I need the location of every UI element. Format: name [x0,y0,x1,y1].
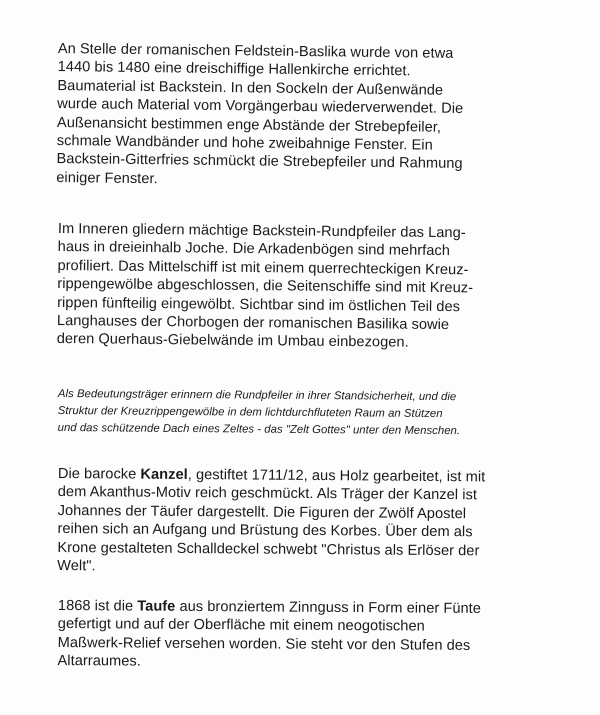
text-line: Außenansicht bestimmen enge Abstände der Strebepfeiler, [56,114,442,136]
text-line: dem Akanthus-Motiv reich geschmückt. Als Träger der Kanzel ist [57,484,478,504]
text-line: Welt". [57,558,96,575]
text-line: profiliert. Das Mittelschiff ist mit einem querrechteckigen Kreuz- [57,257,469,279]
paragraph-exterior [56,40,568,193]
text-line: Altarraumes. [57,653,141,670]
text-line: und das schützende Dach eines Zeltes - das "Zelt Gottes" unter den Menschen. [57,421,461,437]
text-run: aus bronziertem Zinnguss in Form einer Fünte [175,598,482,617]
text-line: haus in dreieinhalb Joche. Die Arkadenbögen sind mehrfach [57,239,451,260]
text-line: einiger Fenster. [56,169,158,188]
paragraph-interior [57,220,568,354]
paragraph-font [57,597,568,674]
text-run: , gestiftet 1711/12, aus Holz gearbeitet, ist mit [187,467,486,486]
text-line: Maßwerk-Relief versehen worden. Sie steht vor den Stufen des [57,634,471,654]
text-line: Struktur der Kreuzrippengewölbe in dem lichtdurchfluteten Raum an Stützen [57,404,443,420]
text-run: Die barocke [57,465,141,483]
text-line: deren Querhaus-Giebelwände im Umbau einbezogen. [56,331,409,352]
text-line: Als Bedeutungsträger erinnern die Rundpfeiler in ihrer Standsicherheit, und die [57,387,457,404]
text-line: Backstein-Gitterfries schmückt die Strebepfeiler und Rahmung [56,151,463,173]
bold-term-kanzel: Kanzel [140,466,188,484]
text-line: reihen sich an Aufgang und Brüstung des Korbes. Über dem als [57,521,473,541]
text-line: Langhauses der Chorbogen der romanischen Basilika sowie [56,313,450,334]
text-line: rippengewölbe abgeschlossen, die Seitenschiffe sind mit Kreuz- [57,276,474,297]
text-line: schmale Wandbänder und hohe zweibahnige Fenster. Ein [56,133,433,154]
text-line: 1440 bis 1480 eine dreischiffige Hallenkirche errichtet. [57,59,411,80]
text-line: wurde auch Material vom Vorgängerbau wiederverwendet. Die [57,96,464,118]
text-line: An Stelle der romanischen Feldstein-Baslika wurde von etwa [57,40,454,62]
bold-term-taufe: Taufe [137,598,176,615]
text-line: Im Inneren gliedern mächtige Backstein-Rundpfeiler das Lang- [57,220,466,242]
text-line: Krone gestalteten Schalldeckel schwebt "Christus als Erlöser der [57,539,480,559]
text-line: rippen fünfteilig eingewölbt. Sichtbar sind im östlichen Teil des [57,294,461,315]
text-line: gefertigt und auf der Oberfläche mit einem neogotischen [57,616,425,635]
paragraph-pulpit [57,465,568,579]
text-run: 1868 ist die [57,598,138,615]
text-line: Baumaterial ist Backstein. In den Sockeln der Außenwände [57,77,444,99]
paragraph-italic-quote [58,386,568,440]
text-line: Johannes der Täufer dargestellt. Die Figuren der Zwölf Apostel [57,502,467,523]
